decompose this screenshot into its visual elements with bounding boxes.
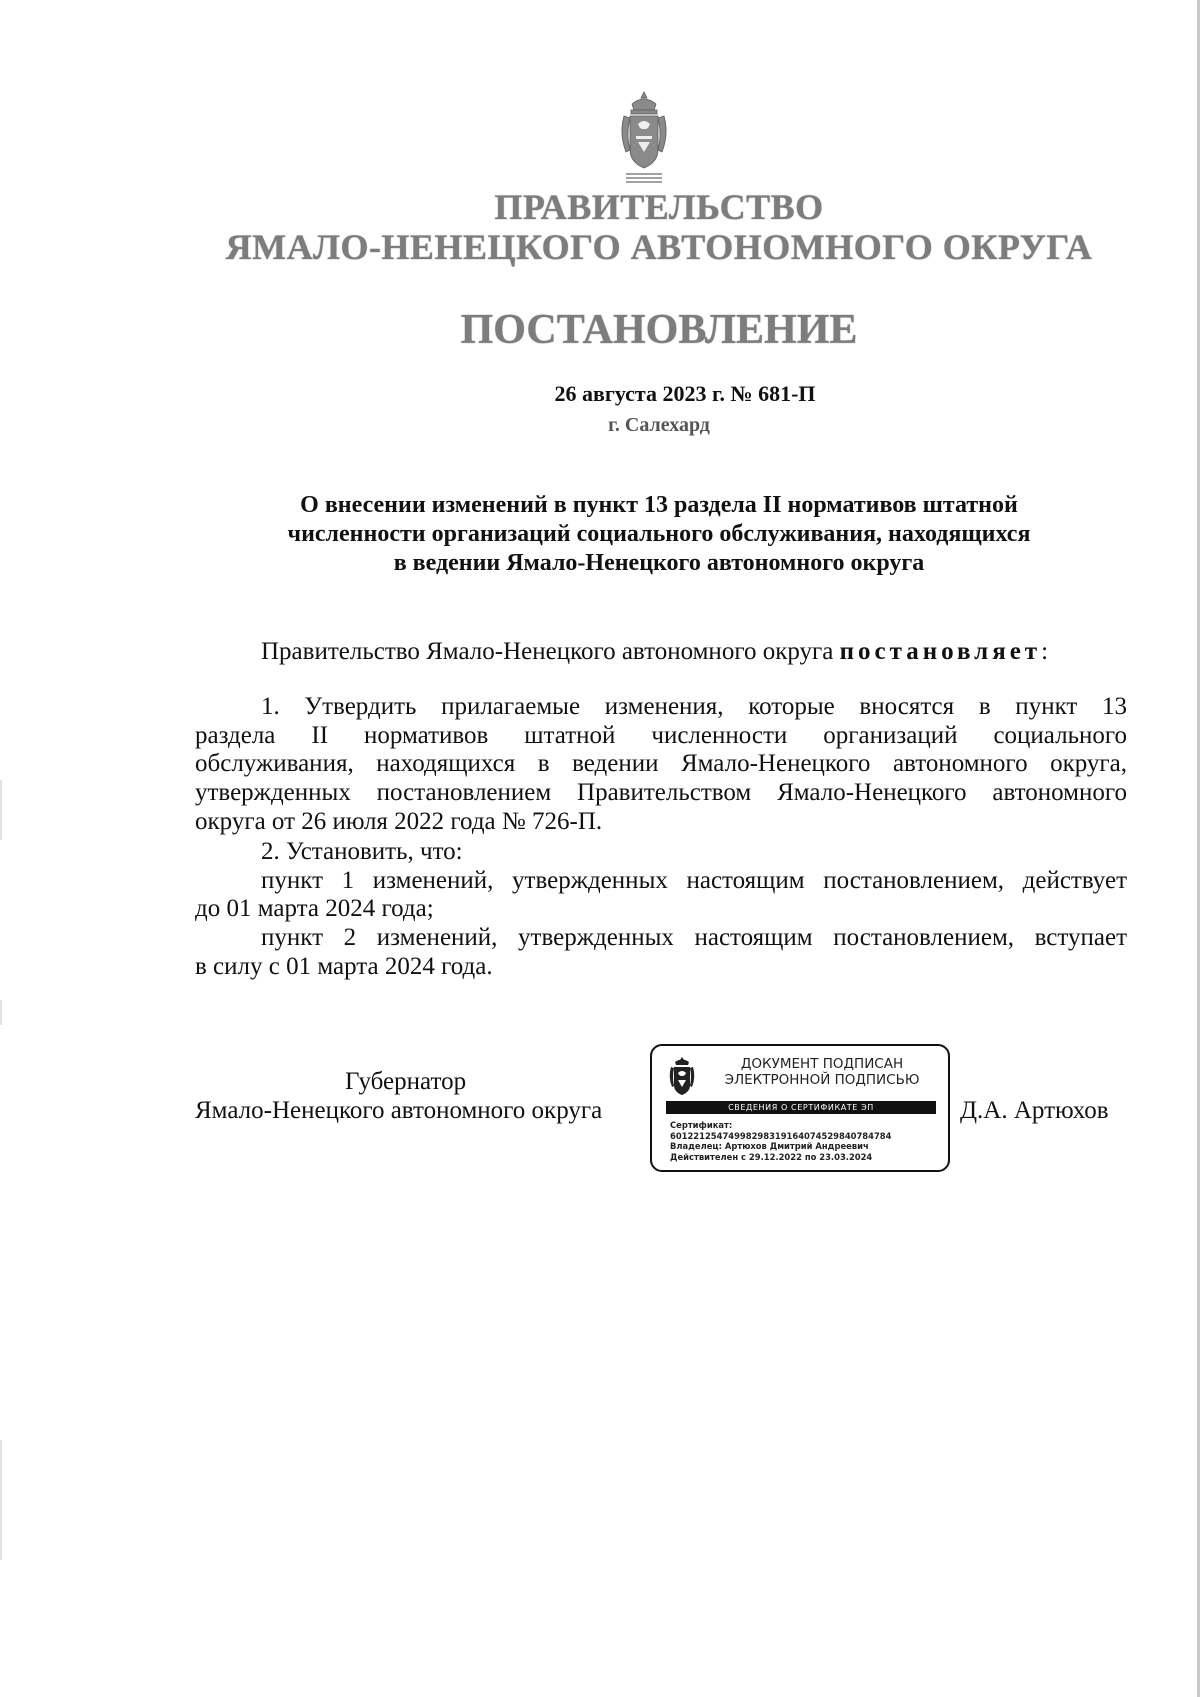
signatory-region: Ямало-Ненецкого автономного округа <box>195 1097 603 1124</box>
stamp-emblem-icon <box>668 1056 696 1098</box>
stamp-title-line: ЭЛЕКТРОННОЙ ПОДПИСЬЮ <box>724 1072 920 1088</box>
document-heading-line: в ведении Ямало-Ненецкого автономного округа <box>393 550 925 576</box>
electronic-signature-stamp <box>650 1044 950 1172</box>
paragraph-line: утвержденных постановлением Правительством Ямало-Ненецкого автономного <box>195 779 1127 807</box>
preamble-text: Правительство Ямало-Ненецкого автономного округа <box>261 638 840 665</box>
paragraph-line: округа от 26 июля 2022 года № 726-П. <box>195 807 603 835</box>
stamp-cert-label: Сертификат: <box>670 1120 733 1130</box>
stamp-validity: Действителен с 29.12.2022 по 23.03.2024 <box>670 1151 873 1162</box>
paragraph-line: до 01 марта 2024 года; <box>195 895 434 923</box>
document-type: ПОСТАНОВЛЕНИЕ <box>460 307 858 353</box>
stamp-title-line: ДОКУМЕНТ ПОДПИСАН <box>740 1056 904 1072</box>
paragraph-line: 2. Установить, что: <box>261 838 463 865</box>
stamp-title <box>704 1056 940 1088</box>
paragraph-1 <box>195 693 1127 837</box>
scan-mark <box>0 1000 2 1025</box>
org-title-line1: ПРАВИТЕЛЬСТВО <box>494 187 824 227</box>
document-heading-line: О внесении изменений в пункт 13 раздела II нормативов штатной <box>300 492 1018 518</box>
preamble <box>195 638 1127 667</box>
coat-of-arms-icon <box>618 90 670 188</box>
paragraph-line: пункт 1 изменений, утвержденных настоящим постановлением, действует <box>261 866 1127 894</box>
document-city: г. Салехард <box>608 414 710 436</box>
paragraph-line: в силу с 01 марта 2024 года. <box>195 952 493 980</box>
signatory-name: Д.А. Артюхов <box>960 1097 1109 1124</box>
signatory-position: Губернатор <box>345 1068 467 1095</box>
stamp-certificate-info <box>670 1120 948 1162</box>
stamp-owner: Владелец: Артюхов Дмитрий Андреевич <box>670 1141 869 1152</box>
paragraph-line: 1. Утвердить прилагаемые изменения, которые вносятся в пункт 13 <box>261 693 1127 720</box>
paragraph-line: обслуживания, находящихся в ведении Ямало-Ненецкого автономного округа, <box>195 750 1127 778</box>
document-heading-line: численности организаций социального обслуживания, находящихся <box>287 521 1031 547</box>
preamble-emphasis: постановляет <box>839 638 1042 665</box>
paragraph-line: раздела II нормативов штатной численности организаций социального <box>195 721 1127 749</box>
preamble-suffix: : <box>1041 638 1049 665</box>
stamp-certificate-bar: СВЕДЕНИЯ О СЕРТИФИКАТЕ ЭП <box>666 1101 936 1114</box>
stamp-cert-number: 60122125474998298319164074529840784784 <box>670 1130 892 1141</box>
paragraph-2 <box>195 838 1127 982</box>
scan-mark <box>0 780 2 840</box>
paragraph-line: пункт 2 изменений, утвержденных настоящим постановлением, вступает <box>261 924 1127 952</box>
scan-mark <box>0 1440 2 1560</box>
document-date-number: 26 августа 2023 г. № 681-П <box>554 381 816 406</box>
org-title-line2: ЯМАЛО-НЕНЕЦКОГО АВТОНОМНОГО ОКРУГА <box>225 227 1093 267</box>
